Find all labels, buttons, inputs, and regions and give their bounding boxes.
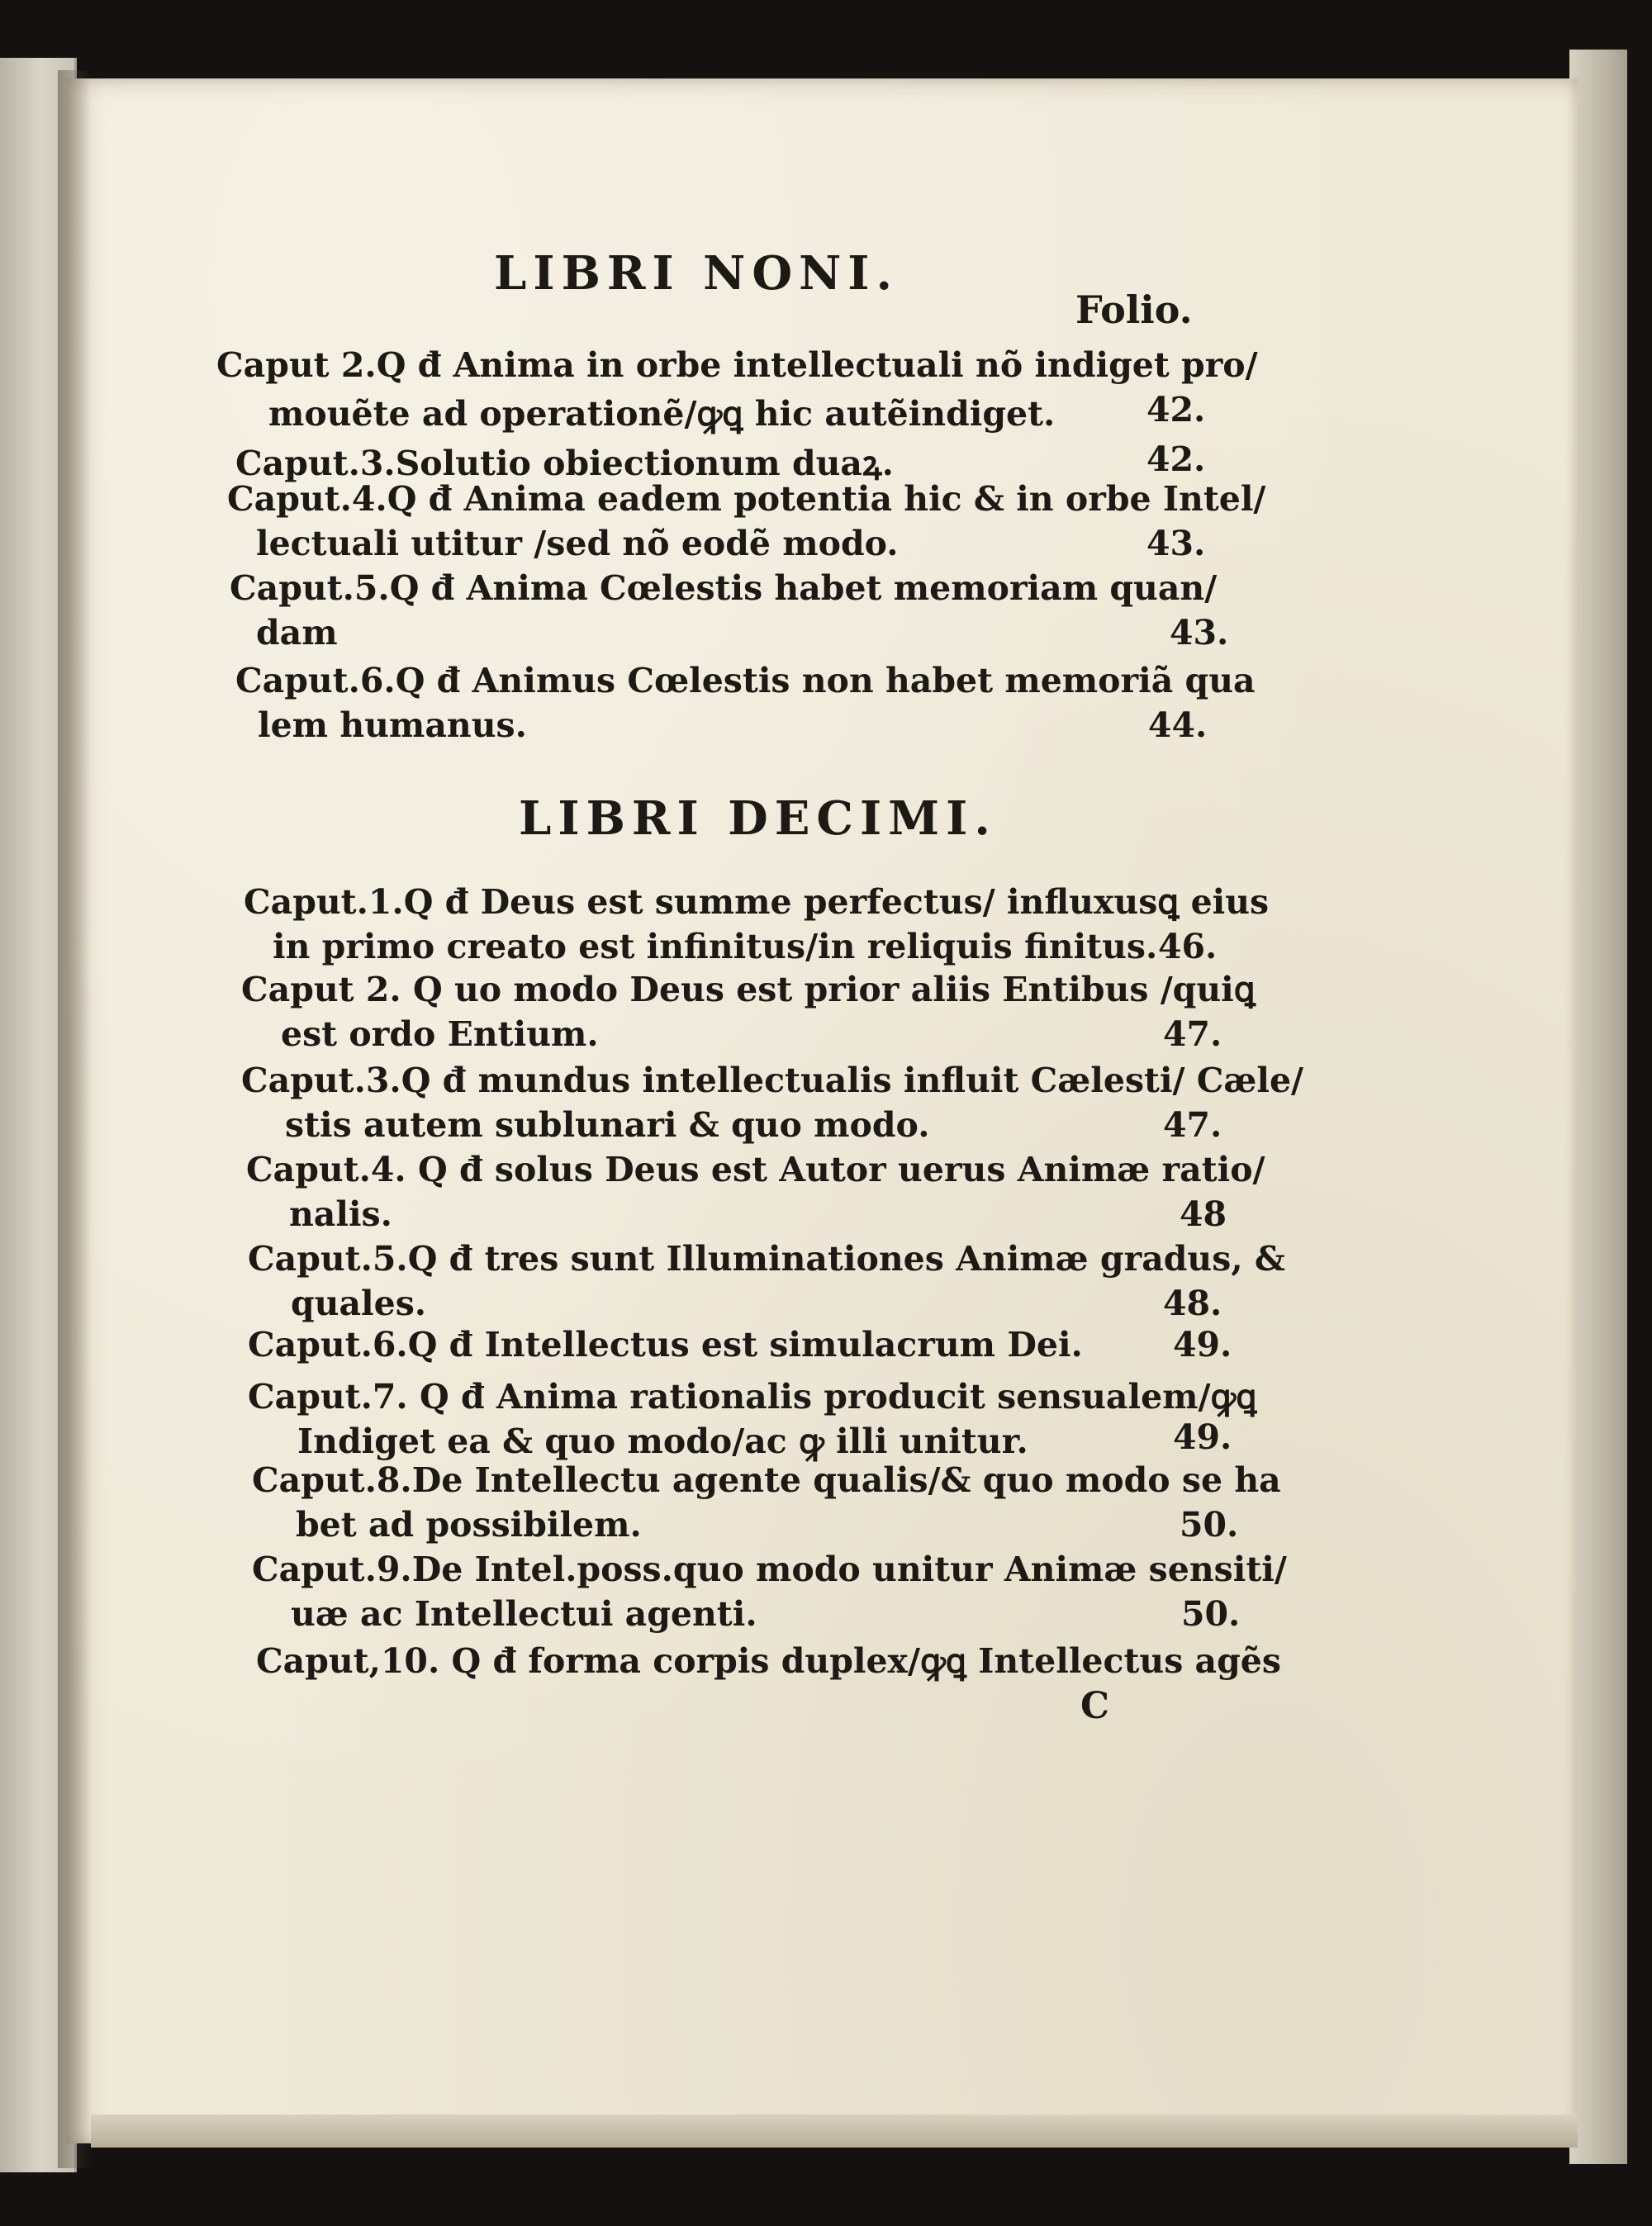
entry-line: Caput 2. Q uo modo Deus est prior aliis Entibus /quiꝗ [241,970,1256,1009]
entry-line: Caput.5.Q đ tres sunt Illuminationes Animæ gradus, & [248,1239,1285,1279]
entry-folio-number: 50. [1181,1594,1241,1634]
entry-line-continued: bet ad possibilem. [296,1505,642,1545]
entry-line-continued: in primo creato est infinitus/in reliquis finitus. [273,927,1158,966]
entry-folio-number: 43. [1170,613,1229,653]
entry-line-continued: nalis. [289,1194,392,1234]
entry-line: Caput.3.Q đ mundus intellectualis influit Cælesti/ Cæle/ [241,1061,1304,1100]
toc-entry [0,661,1652,776]
entry-line: Caput.5.Q đ Anima Cœlestis habet memoriam quan/ [230,568,1218,608]
entry-line: Caput 2.Q đ Anima in orbe intellectuali nõ indiget pro/ [216,345,1258,385]
entry-folio-number: 50. [1180,1505,1239,1545]
entry-folio-number: 49. [1173,1417,1232,1457]
entry-line: Caput.9.De Intel.poss.quo modo unitur Animæ sensiti/ [252,1550,1287,1589]
entry-line: Caput.3.Solutio obiectionum duaꝝ. [235,444,894,483]
entry-folio-number: 48 [1180,1194,1227,1234]
entry-line-continued: lem humanus. [258,705,527,745]
entry-line-continued: est ordo Entium. [281,1014,599,1054]
entry-line: Caput.7. Q đ Anima rationalis producit sensualem/ꝙꝗ [248,1377,1257,1417]
entry-folio-number: 42. [1146,439,1206,479]
entry-line: Caput.6.Q đ Animus Cœlestis non habet memoriã qua [235,661,1256,700]
signature-mark: C [1080,1685,1110,1727]
entry-line: Caput.1.Q đ Deus est summe perfectus/ influxusꝗ eius [244,882,1270,922]
book-ten-heading: LIBRI DECIMI. [519,791,997,846]
book-nine-heading: LIBRI NONI. [494,246,899,301]
entry-line-continued: Indiget ea & quo modo/ac ꝙ illi unitur. [297,1422,1028,1461]
entry-folio-number: 42. [1146,390,1206,430]
entry-line: Caput.4. Q đ solus Deus est Autor uerus Animæ ratio/ [246,1150,1265,1189]
page-bottom-edge [91,2114,1578,2148]
entry-line-continued: uæ ac Intellectui agenti. [291,1594,757,1634]
entry-line-continued: quales. [291,1284,427,1323]
entry-folio-number: 43. [1146,524,1206,563]
entry-folio-number: 47. [1163,1105,1222,1145]
entry-line: Caput,10. Q đ forma corpis duplex/ꝙꝗ Intellectus agẽs [256,1641,1281,1681]
entry-folio-number: 49. [1173,1325,1232,1365]
entry-folio-number: 48. [1163,1284,1222,1323]
folio-column-label: Folio. [1075,287,1193,332]
entry-line-continued: stis autem sublunari & quo modo. [285,1105,930,1145]
entry-folio-number: 47. [1163,1014,1222,1054]
entry-line-continued: dam [256,613,338,653]
entry-folio-number: 46. [1158,927,1218,966]
entry-line-continued: mouẽte ad operationẽ/ꝙꝗ hic autẽindiget. [268,394,1056,434]
entry-line: Caput.6.Q đ Intellectus est simulacrum Dei. [248,1325,1083,1365]
entry-line-continued: lectuali utitur /sed nõ eodẽ modo. [256,524,899,563]
toc-entry [0,1637,1652,1753]
entry-line: Caput.4.Q đ Anima eadem potentia hic & in orbe Intel/ [227,479,1266,519]
entry-line: Caput.8.De Intellectu agente qualis/& quo modo se ha [252,1460,1281,1500]
entry-folio-number: 44. [1148,705,1208,745]
